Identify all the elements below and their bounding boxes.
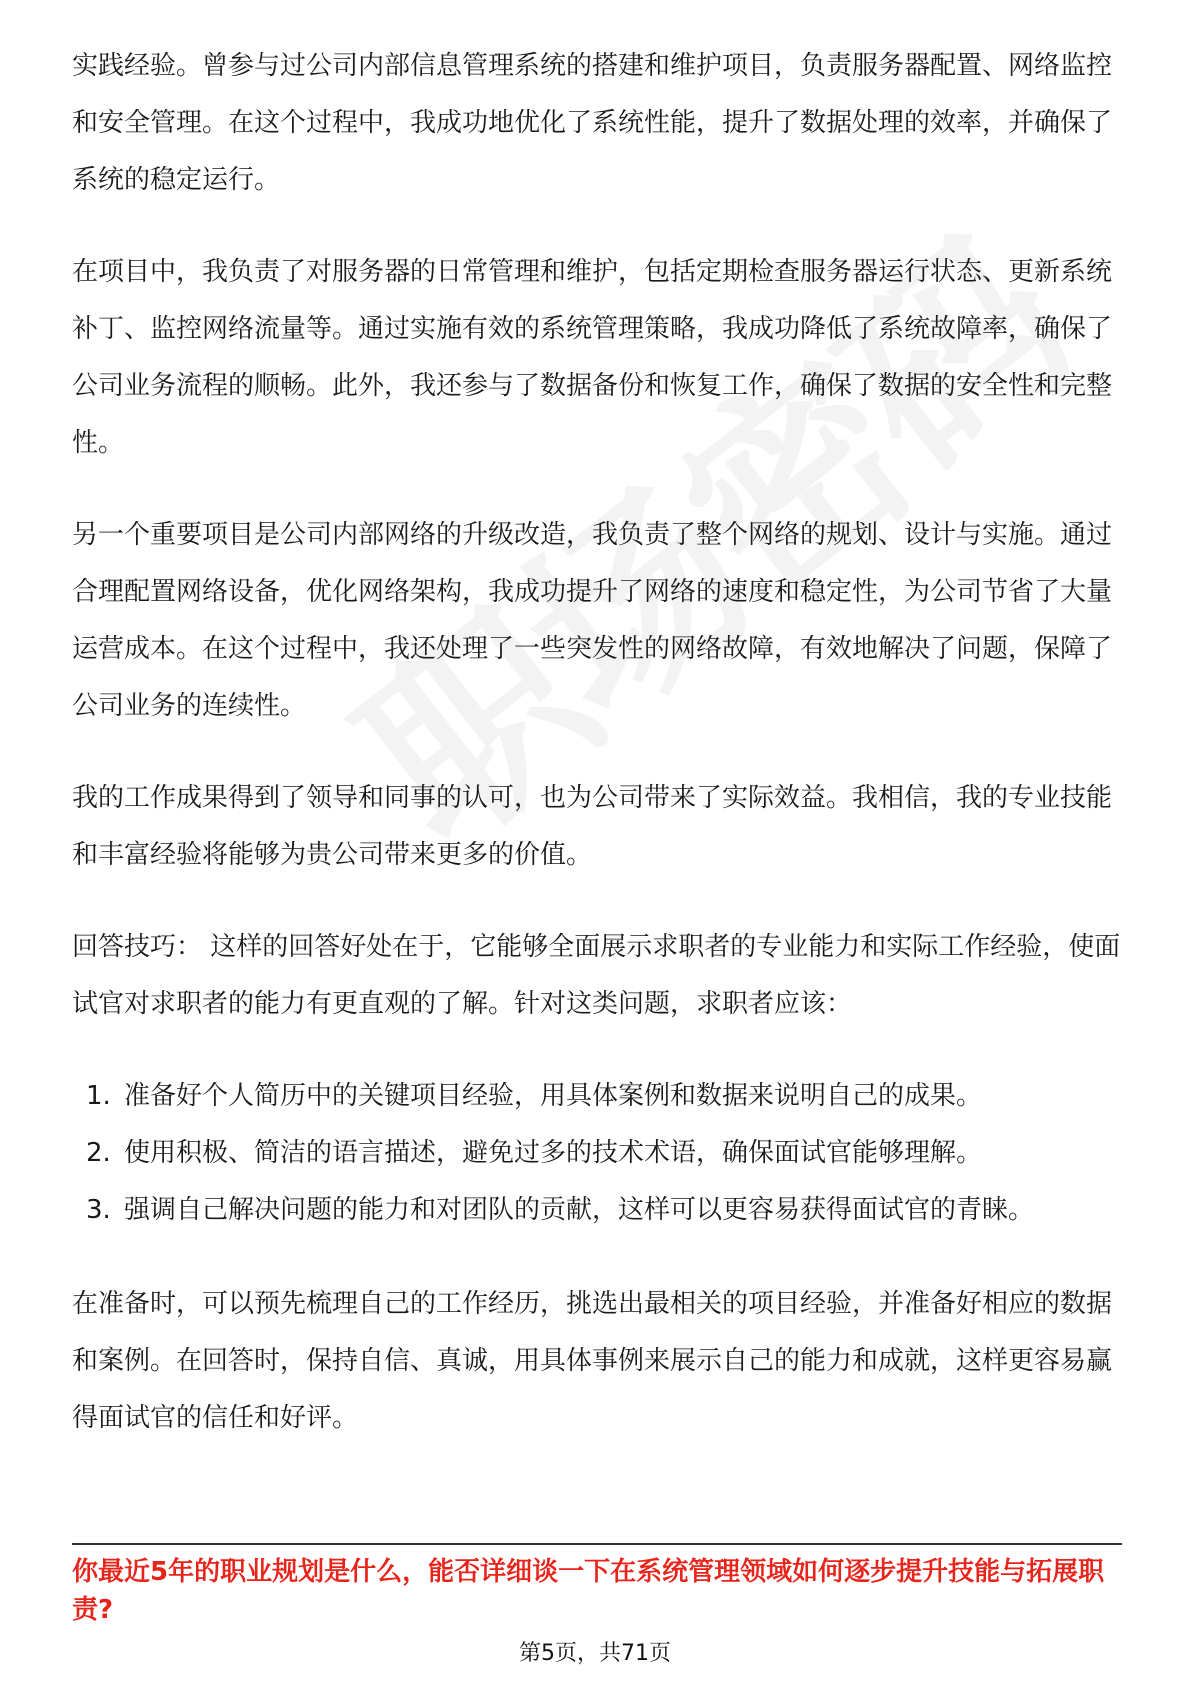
next-question-heading: 你最近5年的职业规划是什么，能否详细谈一下在系统管理领域如何逐步提升技能与拓展职责? [72, 1557, 1105, 1625]
list-item [72, 1068, 1122, 1125]
paragraph: 另一个重要项目是公司内部网络的升级改造，我负责了整个网络的规划、设计与实施。通过合理配置网络设备，优化网络架构，我成功提升了网络的速度和稳定性，为公司节省了大量运营成本。在这个过程中，我还处理了一些突发性的网络故障，有效地解决了问题，保障了公司业务的连续性。 [72, 520, 1113, 721]
list-number: 1. [86, 1081, 111, 1111]
paragraph: 在项目中，我负责了对服务器的日常管理和维护，包括定期检查服务器运行状态、更新系统补丁、监控网络流量等。通过实施有效的系统管理策略，我成功降低了系统故障率，确保了公司业务流程的顺畅。此外，我还参与了数据备份和恢复工作，确保了数据的安全性和完整性。 [72, 257, 1113, 458]
list-item-text: 使用积极、简洁的语言描述，避免过多的技术术语，确保面试官能够理解。 [124, 1138, 983, 1168]
list-number: 2. [86, 1138, 111, 1168]
paragraph: 实践经验。曾参与过公司内部信息管理系统的搭建和维护项目，负责服务器配置、网络监控和安全管理。在这个过程中，我成功地优化了系统性能，提升了数据处理的效率，并确保了系统的稳定运行。 [72, 51, 1113, 195]
list-number: 3. [86, 1195, 111, 1225]
tips-list [72, 1068, 1122, 1239]
closing-paragraph: 在准备时，可以预先梳理自己的工作经历，挑选出最相关的项目经验，并准备好相应的数据和案例。在回答时，保持自信、真诚，用具体事例来展示自己的能力和成就，这样更容易赢得面试官的信任和好评。 [72, 1289, 1113, 1433]
list-item [72, 1125, 1122, 1182]
divider [72, 1543, 1122, 1545]
answer-tips-paragraph: 回答技巧： 这样的回答好处在于，它能够全面展示求职者的专业能力和实际工作经验，使面试官对求职者的能力有更直观的了解。针对这类问题，求职者应该： [72, 932, 1121, 1019]
list-item-text: 强调自己解决问题的能力和对团队的贡献，这样可以更容易获得面试官的青睐。 [124, 1195, 1035, 1225]
list-item [72, 1182, 1122, 1239]
document-body [72, 38, 1122, 1482]
page-indicator: 第5页，共71页 [519, 1641, 671, 1666]
paragraph: 我的工作成果得到了领导和同事的认可，也为公司带来了实际效益。我相信，我的专业技能和丰富经验将能够为贵公司带来更多的价值。 [72, 783, 1113, 870]
list-item-text: 准备好个人简历中的关键项目经验，用具体案例和数据来说明自己的成果。 [124, 1081, 983, 1111]
